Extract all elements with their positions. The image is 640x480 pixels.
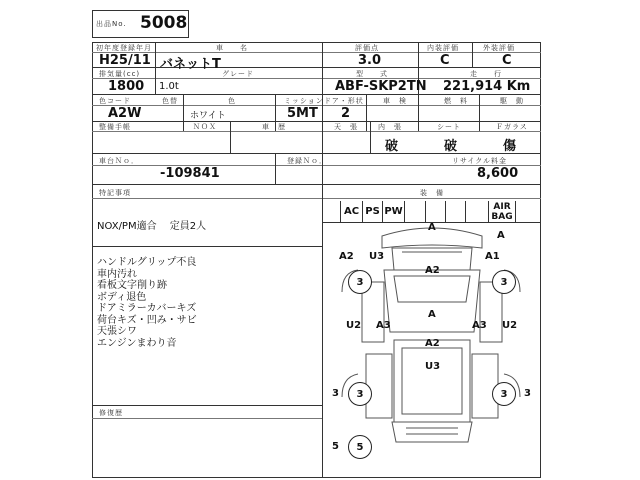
equipment-cell: AC xyxy=(341,201,363,222)
damage-code: A2 xyxy=(339,251,354,262)
note-line: 天張シワ xyxy=(97,326,137,337)
damage-code: A2 xyxy=(425,338,440,349)
exterior-label: 外装評価 xyxy=(483,44,515,52)
model-name-value: バネットT xyxy=(160,57,221,72)
chassis-value: -109841 xyxy=(160,166,220,181)
tire-rating: 3 xyxy=(348,270,372,294)
transmission-label: ミッション xyxy=(284,97,324,105)
color-code-value: A2W xyxy=(108,106,142,121)
recycle-label: リサイクル料金 xyxy=(452,157,508,165)
equipment-cell xyxy=(466,201,489,222)
equipment-cell: AIR BAG xyxy=(489,201,516,222)
glass-value: 傷 xyxy=(503,139,517,154)
special-notes-list xyxy=(97,257,197,349)
doors-label: ドア・形状 xyxy=(324,97,364,105)
drive-label: 駆 動 xyxy=(500,97,524,105)
damage-code: A3 xyxy=(472,320,487,331)
color-change-label: 色替 xyxy=(162,97,178,105)
score-value: 3.0 xyxy=(358,53,382,68)
damage-code: U2 xyxy=(346,320,362,331)
score-label: 評価点 xyxy=(355,44,379,52)
nox-label: ＮＯＸ xyxy=(193,123,217,131)
note-line: 車内汚れ xyxy=(97,268,137,280)
upholstery-label: 内 張 xyxy=(378,123,402,131)
seat-label: シート xyxy=(437,123,461,131)
glass-label: Ｆガラス xyxy=(496,123,528,131)
mileage-label: 走 行 xyxy=(470,70,502,78)
seat-value: 破 xyxy=(444,139,458,154)
upholstery-value: 破 xyxy=(385,139,399,154)
damage-code: 3 xyxy=(524,388,531,399)
equipment-label: 装 備 xyxy=(420,189,444,197)
damage-code: A xyxy=(428,222,436,233)
fuel-label: 燃 料 xyxy=(444,97,468,105)
special-notes-top xyxy=(97,220,206,233)
tire-rating: 3 xyxy=(492,270,516,294)
damage-code: A xyxy=(497,230,505,241)
color-code-label: 色コード xyxy=(99,97,131,105)
grade-value: 1.0t xyxy=(159,81,179,92)
repair-history-label: 修復歴 xyxy=(99,409,123,417)
interior-label: 内装評価 xyxy=(427,44,459,52)
inspection-label: 車 検 xyxy=(383,97,407,105)
tire-rating: 3 xyxy=(348,382,372,406)
model-name-label: 車 名 xyxy=(216,44,248,52)
damage-code: A1 xyxy=(485,251,500,262)
equipment-cell: PW xyxy=(383,201,405,222)
equipment-cell xyxy=(322,201,341,222)
equipment-cell xyxy=(446,201,466,222)
damage-code: A2 xyxy=(425,265,440,276)
ceiling-label: 天 張 xyxy=(334,123,358,131)
equipment-cell xyxy=(405,201,426,222)
color-value: ホワイト xyxy=(190,111,226,121)
grade-label: グレード xyxy=(222,70,254,78)
model-code-label: 型 式 xyxy=(356,70,388,78)
interior-value: C xyxy=(440,53,450,68)
doors-value: 2 xyxy=(341,106,351,121)
transmission-value: 5MT xyxy=(287,106,318,121)
color-label: 色 xyxy=(228,97,236,105)
recycle-value: 8,600 xyxy=(477,166,519,181)
lot-number-value: 5008 xyxy=(140,13,188,33)
chassis-label: 車台Ｎｏ． xyxy=(99,157,139,165)
damage-code: U3 xyxy=(425,361,441,372)
note-line: 看板文字削り跡 xyxy=(97,280,167,291)
reg-year-value: H25/11 xyxy=(99,53,151,68)
note-line: NOX/PM適合 定員2人 xyxy=(97,221,207,232)
damage-code: A3 xyxy=(376,320,391,331)
exterior-value: C xyxy=(502,53,512,68)
note-line: ボディ退色 xyxy=(97,291,147,303)
displacement-label: 排気量(cc) xyxy=(99,70,141,78)
model-code-value: ABF-SKP2TN xyxy=(335,79,427,94)
damage-code: A xyxy=(428,309,436,320)
spare-tire-rating: 5 xyxy=(348,435,372,459)
note-line: ドアミラーカバーキズ xyxy=(97,303,197,314)
note-line: エンジンまわり音 xyxy=(97,337,177,349)
note-line: 荷台キズ・凹み・サビ xyxy=(97,314,197,326)
displacement-value: 1800 xyxy=(108,79,145,94)
damage-code: U2 xyxy=(502,320,518,331)
special-notes-label: 特記事項 xyxy=(99,189,131,197)
reg-year-label: 初年度登録年月 xyxy=(96,44,152,52)
damage-code: U3 xyxy=(369,251,385,262)
note-line: ハンドルグリップ不良 xyxy=(97,257,197,268)
lot-number-label: 出品No. xyxy=(96,20,127,28)
equipment-cell xyxy=(426,201,446,222)
tire-rating: 3 xyxy=(492,382,516,406)
registration-label: 登録Ｎｏ． xyxy=(287,157,327,165)
equipment-cell: PS xyxy=(363,201,383,222)
damage-code: 5 xyxy=(332,441,339,452)
manual-label: 整備手帳 xyxy=(99,123,131,131)
mileage-value: 221,914 Km xyxy=(443,79,531,94)
history-label: 車 歴 xyxy=(262,123,286,131)
damage-code: 3 xyxy=(332,388,339,399)
